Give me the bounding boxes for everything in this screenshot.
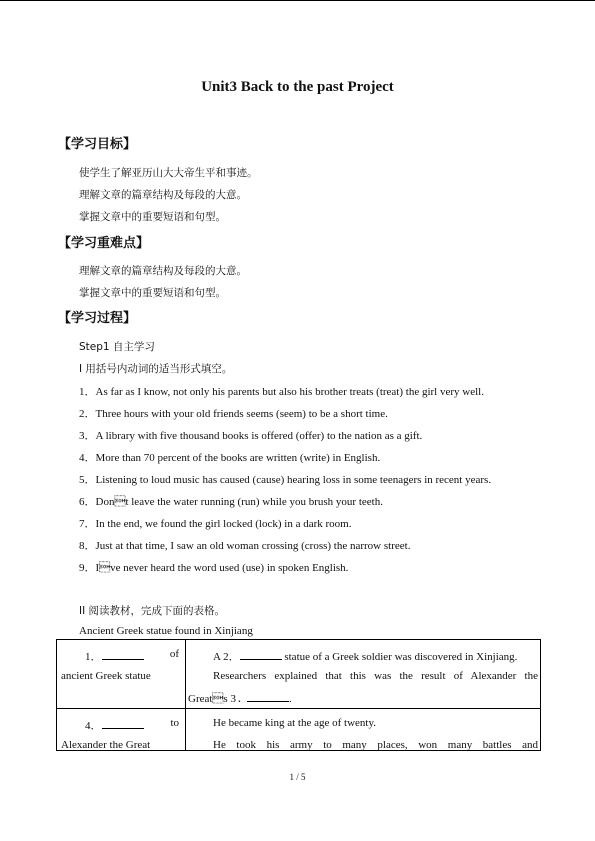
row1-right-line3 (188, 692, 292, 705)
keypoint-item-2: 掌握文章中的重要短语和句型。 (79, 287, 226, 299)
section-heading-process: 【学习过程】 (58, 311, 137, 326)
row2-left-to: to (170, 717, 179, 729)
row1-right-line3-suffix: . (288, 693, 292, 705)
row1-right-line1 (213, 648, 517, 664)
row2-left-line1 (85, 717, 179, 733)
answer-blank-3[interactable] (247, 692, 289, 702)
table-caption: Ancient Greek statue found in Xinjiang (79, 625, 253, 637)
answer-blank-4[interactable] (102, 719, 144, 729)
row2-left-line2: Alexander the Great (61, 739, 151, 751)
row1-left-of: of (169, 648, 179, 660)
exercise-item-5: 5．Listening to loud music has caused (cause) hearing loss in some teenagers in recent years. (79, 474, 492, 486)
goal-item-2: 理解文章的篇章结构及每段的大意。 (79, 189, 247, 201)
top-border-line (0, 0, 595, 1)
exercise-item-9: 9．Ive never heard the word used (use) in spoken English. (79, 562, 349, 574)
exercise-item-1: 1．As far as I know, not only his parents but also his brother treats (treat) the girl very well. (79, 386, 484, 398)
exercise-item-7: 7．In the end, we found the girl locked (lock) in a dark room. (79, 518, 352, 530)
row1-left-line2: ancient Greek statue (61, 670, 151, 682)
step1-label: Step1 自主学习 (79, 341, 155, 353)
exercise-item-8: 8．Just at that time, I saw an old woman crossing (cross) the narrow street. (79, 540, 411, 552)
exercise-item-3: 3．A library with five thousand books is offered (offer) to the nation as a gift. (79, 430, 423, 442)
row2-right-line1: He became king at the age of twenty. (213, 717, 376, 729)
answer-blank-2[interactable] (240, 650, 282, 660)
keypoint-item-1: 理解文章的篇章结构及每段的大意。 (79, 265, 247, 277)
row1-right-prefix: A 2． (213, 651, 240, 663)
table-row-divider (57, 708, 540, 709)
row1-right-line2: Researchers explained that this was the result of Alexander the (213, 670, 538, 682)
exercise-item-2: 2．Three hours with your old friends seems (seem) to be a short time. (79, 408, 388, 420)
table-column-divider (185, 640, 186, 750)
row1-left-line1 (85, 648, 179, 664)
section-heading-goals: 【学习目标】 (58, 137, 137, 152)
answer-blank-1[interactable] (102, 650, 144, 660)
part2-instruction: II 阅读教材，完成下面的表格。 (79, 605, 226, 617)
row2-right-line2: He took his army to many places, won many battles and (213, 739, 538, 751)
page-title: Unit3 Back to the past Project (201, 79, 394, 95)
row1-right-line3-prefix: Greats 3． (188, 693, 247, 705)
page-number: 1 / 5 (289, 772, 306, 782)
row1-blank-number: 1． (85, 651, 102, 663)
goal-item-3: 掌握文章中的重要短语和句型。 (79, 211, 226, 223)
summary-table (56, 639, 541, 751)
part1-instruction: I 用括号内动词的适当形式填空。 (79, 363, 233, 375)
goal-item-1: 使学生了解亚历山大大帝生平和事迹。 (79, 167, 258, 179)
row2-blank-number: 4． (85, 720, 102, 732)
exercise-item-6: 6．Dont leave the water running (run) while you brush your teeth. (79, 496, 383, 508)
row1-right-suffix: statue of a Greek soldier was discovered in Xinjiang. (284, 651, 518, 663)
section-heading-keypoints: 【学习重难点】 (58, 236, 150, 251)
exercise-item-4: 4．More than 70 percent of the books are written (write) in English. (79, 452, 381, 464)
